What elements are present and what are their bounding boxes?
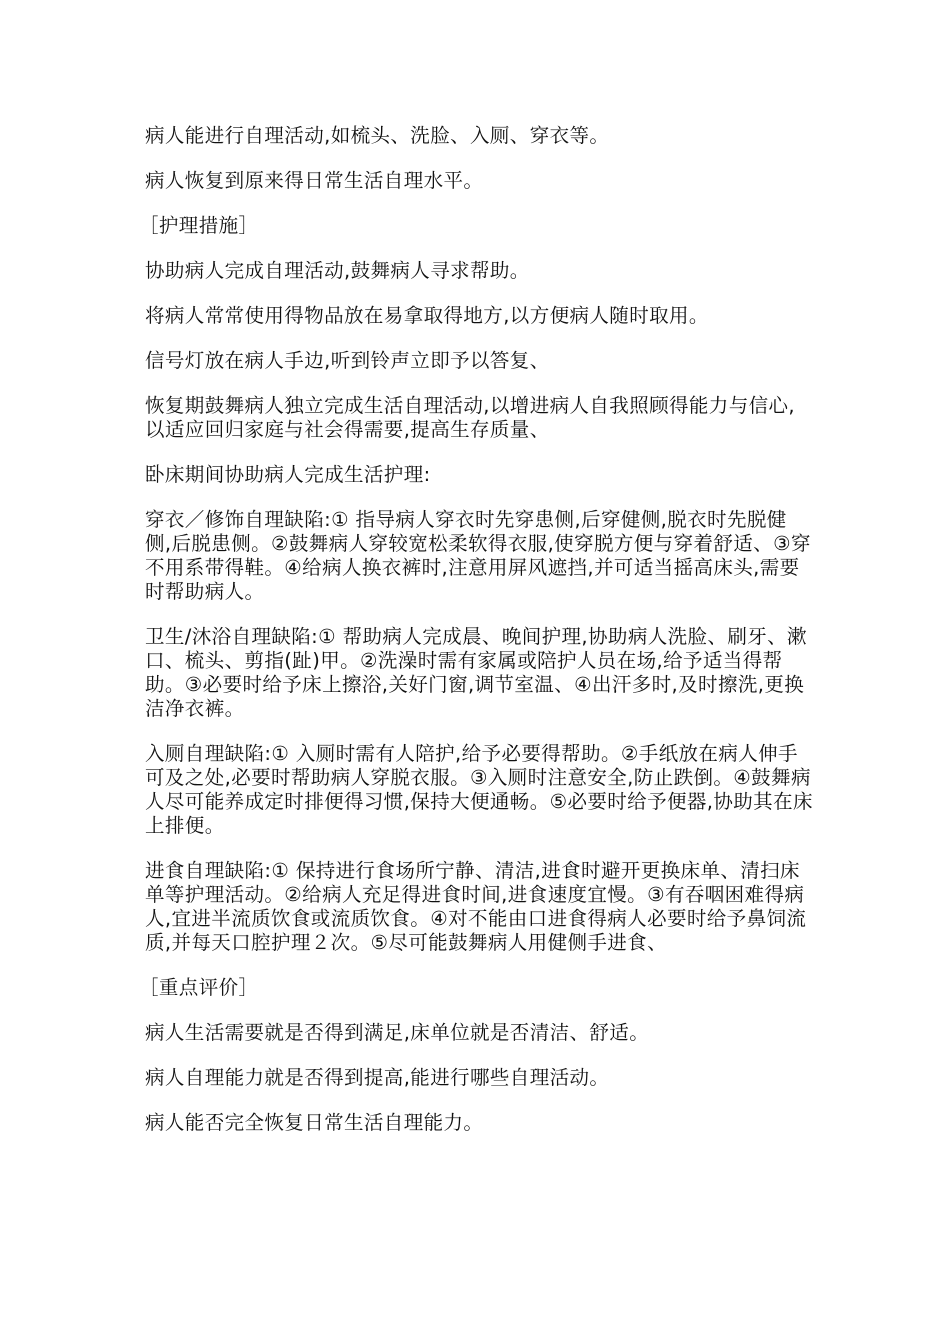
paragraph-items-within-reach: 将病人常常使用得物品放在易拿取得地方,以方便病人随时取用。 [145,304,709,327]
paragraph-ability-improved: 病人自理能力就是否得到提高,能进行哪些自理活动。 [145,1066,610,1089]
section-heading-key-evaluation: ［重点评价］ [139,976,259,999]
document-body [139,124,813,1156]
paragraph-full-recovery: 病人能否完全恢复日常生活自理能力。 [145,1111,484,1134]
paragraph-signal-light: 信号灯放在病人手边,听到铃声立即予以答复、 [145,349,550,372]
paragraph-bedrest-care: 卧床期间协助病人完成生活护理: [145,463,431,486]
paragraph-feeding-deficit: 进食自理缺陷:① 保持进行食场所宁静、清洁,进食时避开更换床单、清扫床单等护理活动。②给病人充足得进食时间,进食速度宜慢。③有吞咽困难得病人,宜进半流质饮食或流质饮食。④对不能由口进食得病人必要时给予鼻饲流质,并每天口腔护理２次。⑤尽可能鼓舞病人用健侧手进食、 [145,859,807,954]
paragraph-self-care-goal: 病人能进行自理活动,如梳头、洗脸、入厕、穿衣等。 [145,124,610,147]
paragraph-dressing-deficit: 穿衣／修饰自理缺陷:① 指导病人穿衣时先穿患侧,后穿健侧,脱衣时先脱健侧,后脱患侧。②鼓舞病人穿较宽松柔软得衣服,使穿脱方便与穿着舒适、③穿不用系带得鞋。④给病人换衣裤时,注意用屏风遮挡,并可适当摇高床头,需要时帮助病人。 [145,508,811,603]
paragraph-toileting-deficit: 入厕自理缺陷:① 入厕时需有人陪护,给予必要得帮助。②手纸放在病人伸手可及之处,必要时帮助病人穿脱衣服。③入厕时注意安全,防止跌倒。④鼓舞病人尽可能养成定时排便得习惯,保持大便通畅。⑤必要时给予便器,协助其在床上排便。 [145,742,813,837]
paragraph-assist-self-care: 协助病人完成自理活动,鼓舞病人寻求帮助。 [145,259,530,282]
paragraph-recovery-encouragement: 恢复期鼓舞病人独立完成生活自理活动,以增进病人自我照顾得能力与信心,以适应回归家庭与社会得需要,提高生存质量、 [145,394,795,441]
paragraph-needs-met: 病人生活需要就是否得到满足,床单位就是否清洁、舒适。 [145,1021,650,1044]
paragraph-hygiene-deficit: 卫生/沐浴自理缺陷:① 帮助病人完成晨、晚间护理,协助病人洗脸、刷牙、漱口、梳头、剪指(趾)甲。②洗澡时需有家属或陪护人员在场,给予适当得帮助。③必要时给予床上擦浴,关好门窗,调节室温、④出汗多时,及时擦洗,更换洁净衣裤。 [145,625,807,720]
section-heading-nursing-measures: ［护理措施］ [139,214,259,237]
paragraph-recovery-goal: 病人恢复到原来得日常生活自理水平。 [145,169,484,192]
